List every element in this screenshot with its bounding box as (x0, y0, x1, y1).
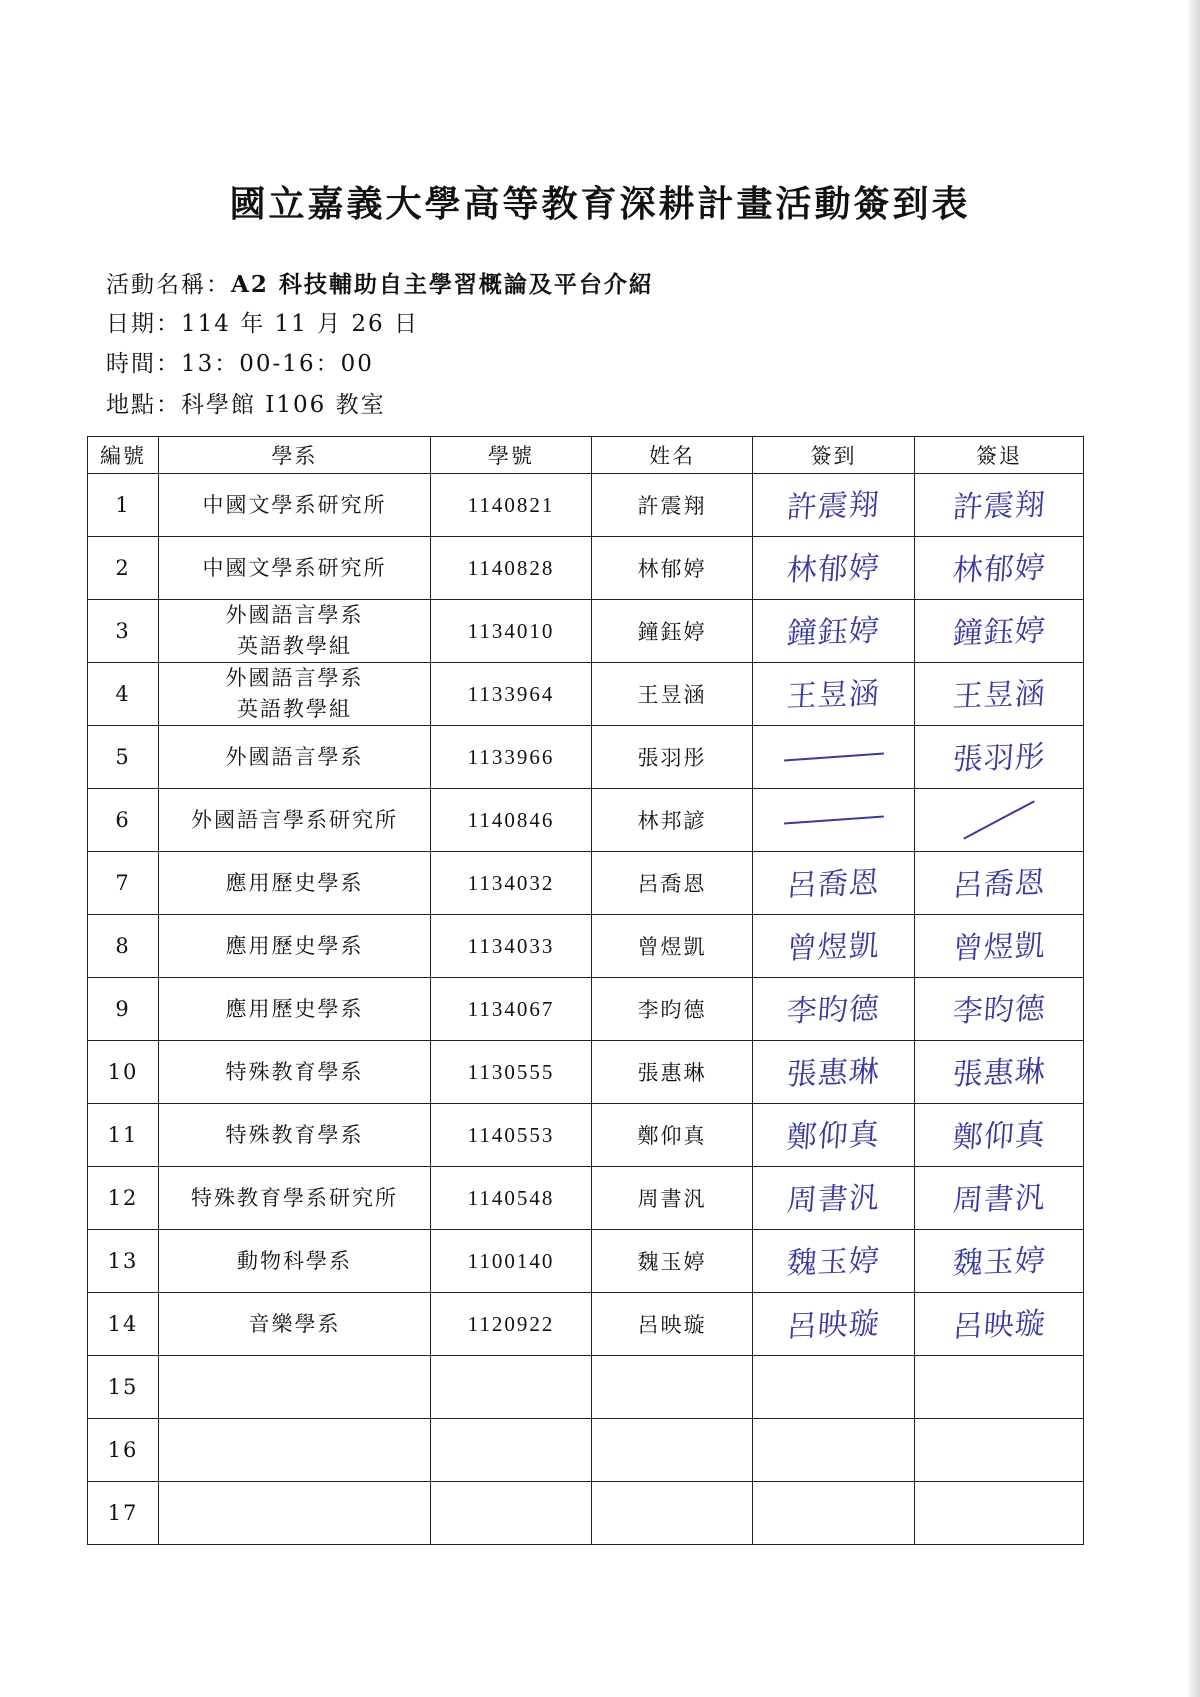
row-student-id: 1134032 (431, 852, 592, 915)
activity-label: 活動名稱： (106, 272, 231, 298)
sign-in-signature (753, 1356, 915, 1419)
row-number: 14 (88, 1293, 159, 1356)
table-row (88, 1230, 1084, 1293)
department-line: 中國文學系研究所 (202, 492, 387, 517)
row-department (159, 600, 431, 663)
handwritten-signature: 林郁婷 (785, 549, 881, 589)
handwritten-signature: 張羽彤 (951, 738, 1047, 778)
table-row (88, 978, 1084, 1041)
signature-dash (963, 800, 1035, 839)
row-department (159, 789, 431, 852)
sign-out-signature (915, 852, 1084, 915)
sign-out-signature (915, 1167, 1084, 1230)
sign-in-signature (753, 1419, 915, 1482)
department-line: 外國語言學系研究所 (191, 807, 398, 832)
row-name: 曾煜凱 (592, 915, 753, 978)
table-row (88, 600, 1084, 663)
header-student-id: 學號 (431, 437, 592, 474)
table-row (88, 474, 1084, 537)
row-number: 7 (88, 852, 159, 915)
table-row (88, 1293, 1084, 1356)
row-student-id: 1133964 (431, 663, 592, 726)
handwritten-signature: 魏玉婷 (785, 1242, 881, 1282)
row-name: 鐘鈺婷 (592, 600, 753, 663)
activity-name: A2 科技輔助自主學習概論及平台介紹 (231, 271, 654, 298)
row-name: 王昱涵 (592, 663, 753, 726)
row-name: 張惠琳 (592, 1041, 753, 1104)
department-line: 外國語言學系 (225, 666, 364, 690)
row-number: 9 (88, 978, 159, 1041)
row-number: 8 (88, 915, 159, 978)
table-row (88, 1356, 1084, 1419)
department-line: 應用歷史學系 (225, 870, 364, 895)
sign-in-signature (753, 915, 915, 978)
sign-out-signature (915, 474, 1084, 537)
row-number: 10 (88, 1041, 159, 1104)
table-row (88, 1104, 1084, 1167)
row-name: 張羽彤 (592, 726, 753, 789)
table-row (88, 537, 1084, 600)
row-student-id: 1130555 (431, 1041, 592, 1104)
row-name: 許震翔 (592, 474, 753, 537)
scan-edge-shadow (1186, 0, 1200, 1697)
handwritten-signature: 王昱涵 (951, 675, 1047, 715)
sign-in-signature (753, 600, 915, 663)
row-student-id: 1134067 (431, 978, 592, 1041)
handwritten-signature: 李昀德 (785, 990, 881, 1030)
handwritten-signature: 鐘鈺婷 (951, 612, 1047, 652)
department-line: 音樂學系 (248, 1311, 341, 1336)
table-row (88, 1167, 1084, 1230)
row-student-id: 1140846 (431, 789, 592, 852)
table-row (88, 1041, 1084, 1104)
row-department (159, 1419, 431, 1482)
row-department (159, 1041, 431, 1104)
row-student-id: 1100140 (431, 1230, 592, 1293)
row-department (159, 1482, 431, 1545)
sign-out-signature (915, 1293, 1084, 1356)
sign-out-signature (915, 1419, 1084, 1482)
row-number: 4 (88, 663, 159, 726)
row-department (159, 537, 431, 600)
handwritten-signature: 王昱涵 (785, 675, 881, 715)
sign-in-signature (753, 1041, 915, 1104)
handwritten-signature: 魏玉婷 (951, 1242, 1047, 1282)
table-row (88, 789, 1084, 852)
sign-in-signature (753, 726, 915, 789)
row-name: 林邦諺 (592, 789, 753, 852)
row-name: 李昀德 (592, 978, 753, 1041)
table-row (88, 915, 1084, 978)
table-row (88, 1419, 1084, 1482)
handwritten-signature: 曾煜凱 (951, 927, 1047, 967)
handwritten-signature: 周書汎 (951, 1179, 1047, 1219)
handwritten-signature: 呂映璇 (785, 1305, 881, 1345)
table-row (88, 1482, 1084, 1545)
row-number: 2 (88, 537, 159, 600)
department-line: 英語教學組 (237, 697, 352, 721)
table-row (88, 726, 1084, 789)
department-line: 中國文學系研究所 (202, 555, 387, 580)
row-number: 5 (88, 726, 159, 789)
table-row (88, 852, 1084, 915)
row-student-id: 1134033 (431, 915, 592, 978)
department-line: 動物科學系 (237, 1248, 352, 1273)
handwritten-signature: 李昀德 (951, 990, 1047, 1030)
row-student-id (431, 1356, 592, 1419)
row-student-id: 1140548 (431, 1167, 592, 1230)
row-name: 林郁婷 (592, 537, 753, 600)
row-number: 15 (88, 1356, 159, 1419)
sign-in-signature (753, 852, 915, 915)
row-department (159, 915, 431, 978)
department-line: 特殊教育學系 (225, 1122, 364, 1147)
row-student-id: 1133966 (431, 726, 592, 789)
sign-in-signature (753, 1482, 915, 1545)
row-number: 13 (88, 1230, 159, 1293)
sign-out-signature (915, 789, 1084, 852)
handwritten-signature: 曾煜凱 (785, 927, 881, 967)
sign-out-signature (915, 915, 1084, 978)
signature-dash (784, 753, 884, 762)
sign-in-signature (753, 789, 915, 852)
row-name (592, 1419, 753, 1482)
activity-location: 地點：科學館 I106 教室 (106, 392, 386, 418)
sign-in-signature (753, 537, 915, 600)
row-department (159, 1356, 431, 1419)
header-number: 編號 (88, 437, 159, 474)
sign-out-signature (915, 663, 1084, 726)
attendance-table (87, 436, 1084, 1545)
sign-out-signature (915, 726, 1084, 789)
sign-out-signature (915, 600, 1084, 663)
sign-in-signature (753, 978, 915, 1041)
row-name: 鄭仰真 (592, 1104, 753, 1167)
row-student-id: 1120922 (431, 1293, 592, 1356)
row-number: 1 (88, 474, 159, 537)
header-department: 學系 (159, 437, 431, 474)
sign-in-signature (753, 663, 915, 726)
row-name: 魏玉婷 (592, 1230, 753, 1293)
row-student-id: 1140553 (431, 1104, 592, 1167)
handwritten-signature: 張惠琳 (785, 1053, 881, 1093)
sign-out-signature (915, 537, 1084, 600)
sign-in-signature (753, 1230, 915, 1293)
handwritten-signature: 鄭仰真 (951, 1116, 1047, 1156)
row-number: 16 (88, 1419, 159, 1482)
handwritten-signature: 鄭仰真 (785, 1116, 881, 1156)
activity-name-line (106, 266, 654, 299)
department-line: 外國語言學系 (225, 603, 364, 627)
handwritten-signature: 呂喬恩 (951, 864, 1047, 904)
department-line: 特殊教育學系研究所 (191, 1185, 398, 1210)
sign-in-signature (753, 474, 915, 537)
department-line: 外國語言學系 (225, 744, 364, 769)
signature-dash (784, 816, 884, 825)
sign-out-signature (915, 1041, 1084, 1104)
sign-out-signature (915, 978, 1084, 1041)
row-department (159, 1104, 431, 1167)
handwritten-signature: 周書汎 (785, 1179, 881, 1219)
activity-time: 時間：13：00-16：00 (106, 351, 374, 377)
activity-date: 日期：114 年 11 月 26 日 (106, 311, 419, 337)
row-department (159, 1167, 431, 1230)
header-sign-in: 簽到 (753, 437, 915, 474)
handwritten-signature: 許震翔 (951, 486, 1047, 526)
row-student-id: 1140821 (431, 474, 592, 537)
row-student-id: 1140828 (431, 537, 592, 600)
sign-out-signature (915, 1356, 1084, 1419)
handwritten-signature: 呂喬恩 (785, 864, 881, 904)
row-student-id (431, 1419, 592, 1482)
department-line: 特殊教育學系 (225, 1059, 364, 1084)
handwritten-signature: 許震翔 (785, 486, 881, 526)
row-department (159, 1230, 431, 1293)
sign-in-signature (753, 1167, 915, 1230)
handwritten-signature: 鐘鈺婷 (785, 612, 881, 652)
sign-out-signature (915, 1482, 1084, 1545)
row-department (159, 1293, 431, 1356)
row-department (159, 978, 431, 1041)
department-line: 應用歷史學系 (225, 933, 364, 958)
header-sign-out: 簽退 (915, 437, 1084, 474)
row-department (159, 474, 431, 537)
row-department (159, 852, 431, 915)
row-name: 周書汎 (592, 1167, 753, 1230)
row-number: 17 (88, 1482, 159, 1545)
handwritten-signature: 呂映璇 (951, 1305, 1047, 1345)
row-number: 6 (88, 789, 159, 852)
row-name (592, 1482, 753, 1545)
table-body (88, 474, 1084, 1545)
table-header-row (88, 437, 1084, 474)
sign-in-signature (753, 1293, 915, 1356)
handwritten-signature: 林郁婷 (951, 549, 1047, 589)
sign-out-signature (915, 1230, 1084, 1293)
row-department (159, 663, 431, 726)
header-name: 姓名 (592, 437, 753, 474)
sign-in-signature (753, 1104, 915, 1167)
row-name: 呂映璇 (592, 1293, 753, 1356)
department-line: 應用歷史學系 (225, 996, 364, 1021)
row-number: 11 (88, 1104, 159, 1167)
sheet-title: 國立嘉義大學高等教育深耕計畫活動簽到表 (229, 183, 971, 225)
table-row (88, 663, 1084, 726)
sign-out-signature (915, 1104, 1084, 1167)
department-line: 英語教學組 (237, 634, 352, 658)
row-number: 12 (88, 1167, 159, 1230)
row-student-id: 1134010 (431, 600, 592, 663)
row-number: 3 (88, 600, 159, 663)
row-name: 呂喬恩 (592, 852, 753, 915)
row-student-id (431, 1482, 592, 1545)
row-name (592, 1356, 753, 1419)
handwritten-signature: 張惠琳 (951, 1053, 1047, 1093)
row-department (159, 726, 431, 789)
